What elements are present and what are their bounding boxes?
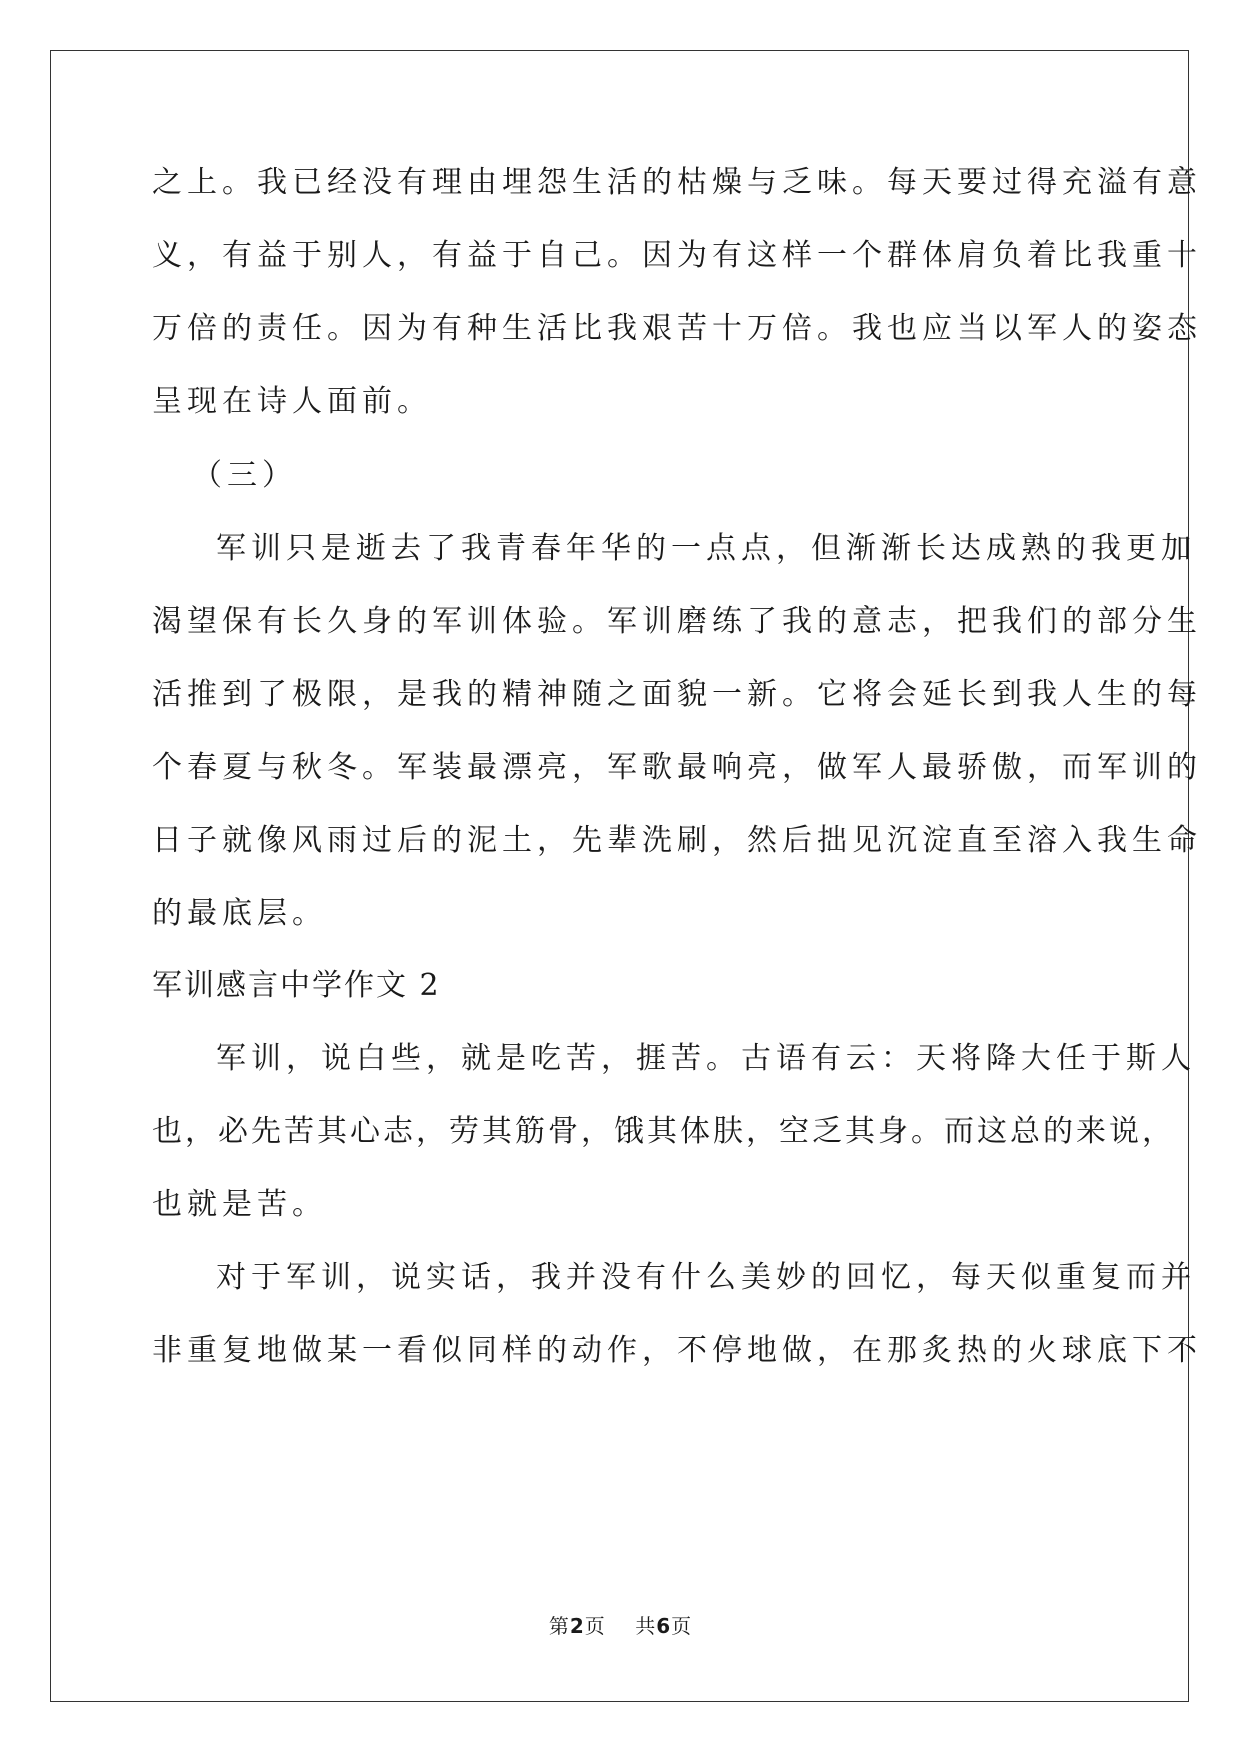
paragraph-line: 非重复地做某一看似同样的动作，不停地做，在那炙热的火球底下不	[152, 1333, 1202, 1368]
footer-page-suffix: 页	[584, 1614, 606, 1638]
paragraph-line: 之上。我已经没有理由埋怨生活的枯燥与乏味。每天要过得充溢有意	[152, 165, 1202, 200]
section-marker: （三）	[192, 458, 297, 493]
paragraph-line: 呈现在诗人面前。	[152, 384, 432, 419]
page-footer	[0, 1610, 1241, 1639]
current-page-number: 2	[569, 1614, 585, 1638]
footer-prefix: 第	[548, 1614, 570, 1638]
footer-total-prefix: 共	[635, 1614, 657, 1638]
paragraph-line: 活推到了极限，是我的精神随之面貌一新。它将会延长到我人生的每	[152, 677, 1202, 712]
paragraph-line: 对于军训，说实话，我并没有什么美妙的回忆，每天似重复而并	[216, 1260, 1196, 1295]
page-border	[50, 50, 1189, 1702]
paragraph-line: 军训只是逝去了我青春年华的一点点，但渐渐长达成熟的我更加	[216, 531, 1196, 566]
paragraph-line: 军训，说白些，就是吃苦，捱苦。古语有云：天将降大任于斯人	[216, 1041, 1196, 1076]
paragraph-line: 也就是苦。	[152, 1187, 327, 1222]
paragraph-line: 个春夏与秋冬。军装最漂亮，军歌最响亮，做军人最骄傲，而军训的	[152, 750, 1202, 785]
total-page-count: 6	[656, 1614, 672, 1638]
paragraph-line: 也，必先苦其心志，劳其筋骨，饿其体肤，空乏其身。而这总的来说，	[152, 1114, 1175, 1149]
paragraph-line: 的最底层。	[152, 896, 327, 931]
paragraph-line: 万倍的责任。因为有种生活比我艰苦十万倍。我也应当以军人的姿态	[152, 311, 1202, 346]
paragraph-line: 日子就像风雨过后的泥土，先辈洗刷，然后拙见沉淀直至溶入我生命	[152, 823, 1202, 858]
paragraph-line: 义，有益于别人，有益于自己。因为有这样一个群体肩负着比我重十	[152, 238, 1202, 273]
footer-total-suffix: 页	[671, 1614, 693, 1638]
section-heading: 军训感言中学作文 2	[152, 968, 441, 1003]
paragraph-line: 渴望保有长久身的军训体验。军训磨练了我的意志，把我们的部分生	[152, 604, 1202, 639]
